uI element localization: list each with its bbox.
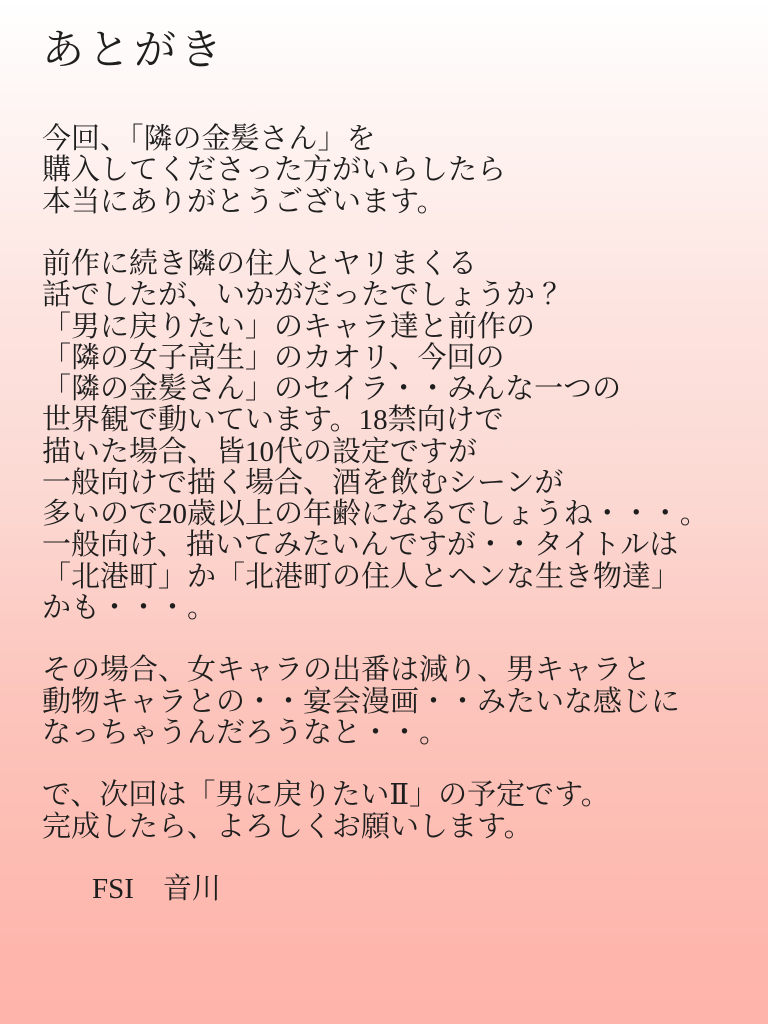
text-line: 完成したら、よろしくお願いします。 (42, 810, 533, 843)
paragraph-banquet-manga (42, 655, 732, 749)
text-line: 多いので20歳以上の年齢になるでしょうね・・・。 (42, 498, 709, 530)
author-signature: FSI 音川 (92, 873, 221, 905)
text-line: 「北港町」か「北港町の住人とヘンな生き物達」 (42, 560, 681, 593)
text-line: 前作に続き隣の住人とヤリまくる (42, 248, 478, 280)
text-line: 「男に戻りたい」のキャラ達と前作の (42, 310, 536, 343)
text-line: 一般向けで描く場合、酒を飲むシーンが (42, 466, 564, 499)
text-line: 話でしたが、いかがだったでしょうか ？ (42, 279, 572, 312)
paragraph-thanks (42, 124, 732, 218)
text-line: 「隣の女子高生」のカオリ、今回の (42, 341, 505, 374)
text-line: 購入してくださった方がいらしたら (42, 154, 507, 187)
text-line: かも・・・。 (42, 591, 217, 624)
text-line: 描いた場合、皆10代の設定ですが (42, 435, 478, 468)
text-line: 「隣の金髪さん」のセイラ・・みんな一つの (42, 373, 622, 405)
paragraph-next-work (42, 780, 732, 843)
text-line: 動物キャラとの・・宴会漫画・・みたいな感じに (42, 685, 681, 718)
page-title: あとがき (42, 28, 227, 74)
text-line: なっちゃうんだろうなと・・。 (42, 716, 449, 749)
text-line: 今回、「隣の金髪さん」を (42, 123, 376, 155)
text-line: で、次回は「男に戻りたいⅡ」の予定です。 (42, 779, 610, 812)
text-line: 本当にありがとうございます。 (42, 185, 446, 218)
paragraph-series-notes (42, 249, 732, 624)
text-line: その場合、女キャラの出番は減り、男キャラと (42, 654, 652, 687)
text-line: 一般向け、描いてみたいんですが・・タイトルは (42, 529, 679, 562)
text-line: 世界観で動いています。18禁向けで (42, 404, 504, 437)
